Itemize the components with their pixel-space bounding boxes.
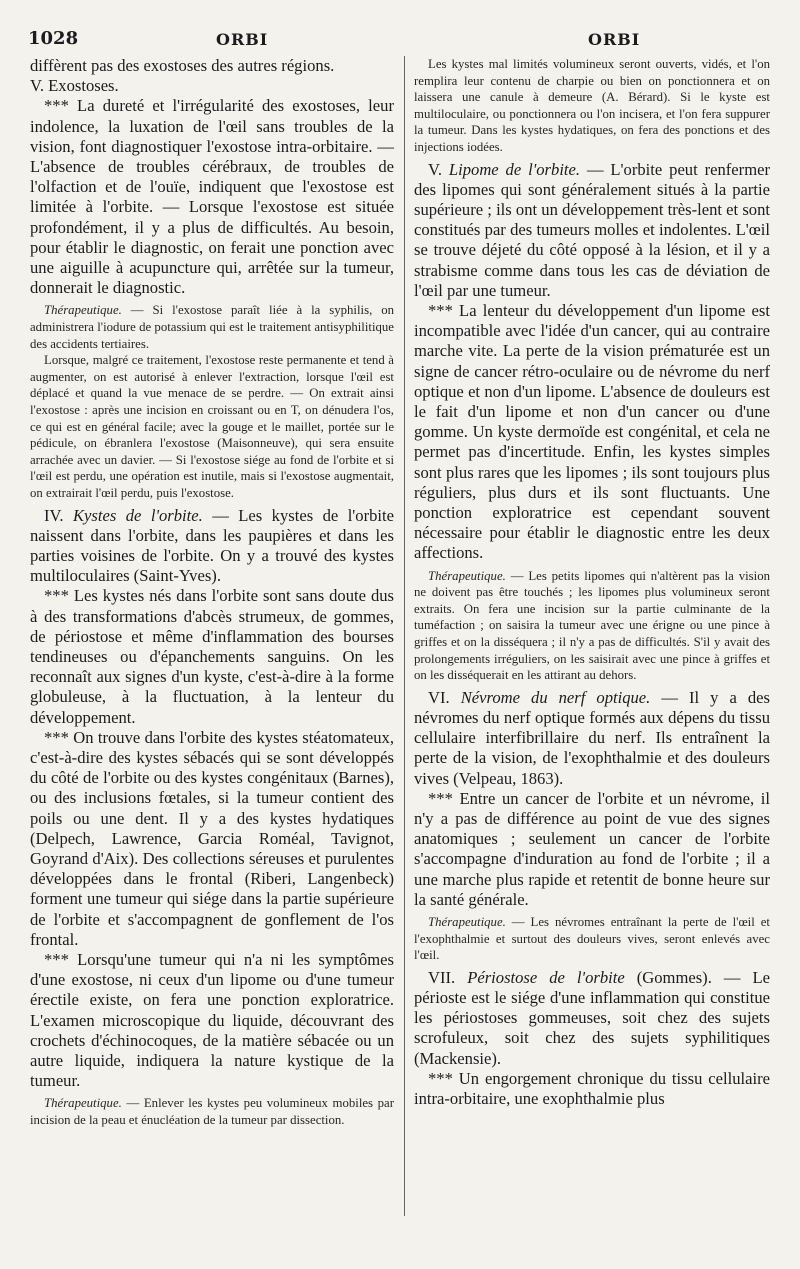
section-text: — L'orbite peut renfermer des lipomes qui sont généralement situés à la partie supérieure ; ils ont un développement très-lent et sont constitués par des tumeurs molles et indolentes. L'œil se trouve déjeté du côté opposé à la lésion, et il y a strabisme comme dans tous les cas de déviation de l'œil par une tumeur. <box>414 159 770 300</box>
therapeutics-label: Thérapeutique. <box>44 303 122 318</box>
section-number: V. <box>428 159 442 179</box>
therapeutics-paragraph <box>30 1095 394 1128</box>
left-column <box>30 56 394 1129</box>
section-heading-periostose <box>414 968 770 1069</box>
running-head-right: ORBI <box>588 30 641 49</box>
section-heading-lipome <box>414 160 770 301</box>
paragraph: diffèrent pas des exostoses des autres régions. <box>30 56 335 75</box>
section-text: — Le périoste est le siége d'une inflammation qui constitue les périostoses gommeuses, soit chez des sujets scrofuleux, soit chez des sujets syphilitiques (Mackensie). <box>414 967 770 1068</box>
therapeutics-label: Thérapeutique. <box>428 568 506 583</box>
therapeutics-paragraph <box>414 568 770 684</box>
section-text: — Il y a des névromes du nerf optique formés aux dépens du tissu cellulaire interfibrillaire du nerf. Ils entraînent la perte de la vision, de l'exophthalmie et des douleurs vives (Velpeau, 1863). <box>414 687 770 788</box>
section-heading-exostoses: V. Exostoses. <box>30 76 119 96</box>
therapeutics-label: Thérapeutique. <box>428 915 506 930</box>
therapeutics-text: — Enlever les kystes peu volumineux mobiles par incision de la peau et énucléation de la tumeur par dissection. <box>30 1096 394 1128</box>
therapeutics-label: Thérapeutique. <box>44 1096 122 1111</box>
therapeutics-text: — Si l'exostose paraît liée à la syphilis, on administrera l'iodure de potassium qui est le traitement antisyphilitique des accidents tertiaires. <box>30 303 394 351</box>
therapeutics-paragraph <box>414 914 770 964</box>
section-title: Lipome de l'orbite. <box>448 159 581 179</box>
therapeutics-paragraph <box>30 302 394 352</box>
section-paren: (Gommes). <box>624 967 712 987</box>
small-paragraph: Lorsque, malgré ce traitement, l'exostose reste permanente et tend à augmenter, on est autorisé à enlever l'extraction, lorsque l'œil est déplacé et quand la vue menace de se perdre. — On extrait ainsi l'exostose : après une incision en croissant ou en T, on dénudera l'os, ce qui est en général facile; avec la gouge et le maillet, portée sur le pédicule, on ébranlera l'exostose (Maisonneuve), qui sera ensuite arrachée avec un davier. — Si l'exostose siége au fond de l'orbite et si l'œil est perdu, une opération est inutile, mais si l'exostose augmentait, on extrairait l'œil perdu, puis l'exostose. <box>30 353 394 500</box>
therapeutics-text: — Les névromes entraînant la perte de l'œil et l'exophthalmie et surtout des douleurs vives, seront enlevés avec l'œil. <box>414 915 770 963</box>
paragraph: *** On trouve dans l'orbite des kystes stéatomateux, c'est-à-dire des kystes sébacés qui se sont développés du côté de l'orbite ou des kystes congénitaux (Barnes), ou des inclusions fœtales, si la tumeur contient des poils ou une dent. Il y a des kystes hydatiques (Delpech, Lawrence, Garcia Roméal, Tavignot, Goyrand d'Aix). Des collections séreuses et purulentes développées dans le frontal (Riberi, Langenbeck) forment une tumeur qui siége dans la partie supérieure de l'orbite et s'accompagnent de gonflement de l'os frontal. <box>30 727 394 949</box>
section-text: — Les kystes de l'orbite naissent dans l'orbite, dans les paupières et dans les parties voisines de l'orbite. On y a trouvé des kystes multiloculaires (Saint-Yves). <box>30 505 394 586</box>
running-head-left: ORBI <box>216 30 269 49</box>
section-title: Périostose de l'orbite <box>467 967 625 987</box>
right-column <box>414 56 770 1109</box>
section-number: VII. <box>428 967 456 987</box>
paragraph: *** Un engorgement chronique du tissu cellulaire intra-orbitaire, une exophthalmie plus <box>414 1068 770 1109</box>
section-number: VI. <box>428 687 450 707</box>
page-header <box>28 28 770 58</box>
section-heading-nevrome <box>414 688 770 789</box>
section-title: Névrome du nerf optique. <box>460 687 651 707</box>
paragraph: *** La lenteur du développement d'un lipome est incompatible avec l'idée d'un cancer, qui au contraire marche vite. La perte de la vision prématurée est un signe de cancer rétro-oculaire ou de névrome du nerf optique et non d'un lipome. L'absence de douleurs est le fait d'un lipome et non d'un cancer ou d'une gomme. Un kyste dermoïde est congénital, et cela ne permet pas d'incertitude. Enfin, les kystes simples sont plus rares que les lipomes ; ils sont toujours plus réguliers, plus durs et ils sont fluctuants. Une ponction exploratrice est cependant souvent nécessaire pour établir le diagnostic entre les deux affections. <box>414 300 770 563</box>
column-divider <box>404 56 405 1216</box>
paragraph: *** Entre un cancer de l'orbite et un névrome, il n'y a pas de différence au point de vue des signes anatomiques ; seulement un cancer de l'orbite s'accompagne d'induration au fond de l'orbite ; il a une marche plus rapide et retentit de bonne heure sur la santé générale. <box>414 788 770 909</box>
section-title: Kystes de l'orbite. <box>72 505 203 525</box>
section-heading-kystes <box>30 506 394 587</box>
paragraph: *** Les kystes nés dans l'orbite sont sans doute dus à des transformations d'abcès strumeux, de gommes, de périostose et même d'inflammation des bourses tendineuses ou d'épanchements sanguins. On les reconnaît aux signes d'un kyste, c'est-à-dire à la forme globuleuse, à la fluctuation, à la lenteur du développement. <box>30 586 394 727</box>
page-number: 1028 <box>28 28 79 49</box>
small-paragraph: Les kystes mal limités volumineux seront ouverts, vidés, et l'on remplira leur contenu de charpie ou bien on ponctionnera et on laissera une canule à demeure (A. Bérard). Si le kyste est multiloculaire, ou ponctionnera ou l'on incisera, et l'on fera suppurer la tumeur. Dans les kystes hydatiques, on fera des ponctions et des injections iodées. <box>414 57 770 154</box>
paragraph: *** Lorsqu'une tumeur qui n'a ni les symptômes d'une exostose, ni ceux d'un lipome ou d'une tumeur érectile existe, on fera une ponction exploratrice. L'examen microscopique du liquide, découvrant des crochets d'échinocoques, de la matière sébacée ou un autre liquide, indiquera la nature kystique de la tumeur. <box>30 950 394 1091</box>
therapeutics-text: — Les petits lipomes qui n'altèrent pas la vision ne doivent pas être touchés ; les lipomes plus volumineux seront extraits. On fera une incision sur la partie culminante de la tuméfaction ; on saisira la tumeur avec une érigne ou une pince à griffes et on la disséquera ; il n'y a pas de difficultés. S'il y avait des prolongements irréguliers, on les saisirait avec une pince à griffes et on les disséquerait en les attirant au dehors. <box>414 568 770 683</box>
paragraph: *** La dureté et l'irrégularité des exostoses, leur indolence, la luxation de l'œil sans troubles de la vision, font diagnostiquer l'exostose intra-orbitaire. — L'absence de troubles cérébraux, de troubles de l'olfaction et de l'ouïe, indiquent que l'exostose est limitée à l'orbite. — Lorsque l'exostose est située profondément, il y a plus de difficultés. Au besoin, pour établir le diagnostic, on ferait une ponction avec une aiguille à acupuncture qui, arrêtée sur la tumeur, donnerait le diagnostic. <box>30 96 394 298</box>
section-number: IV. <box>44 505 64 525</box>
